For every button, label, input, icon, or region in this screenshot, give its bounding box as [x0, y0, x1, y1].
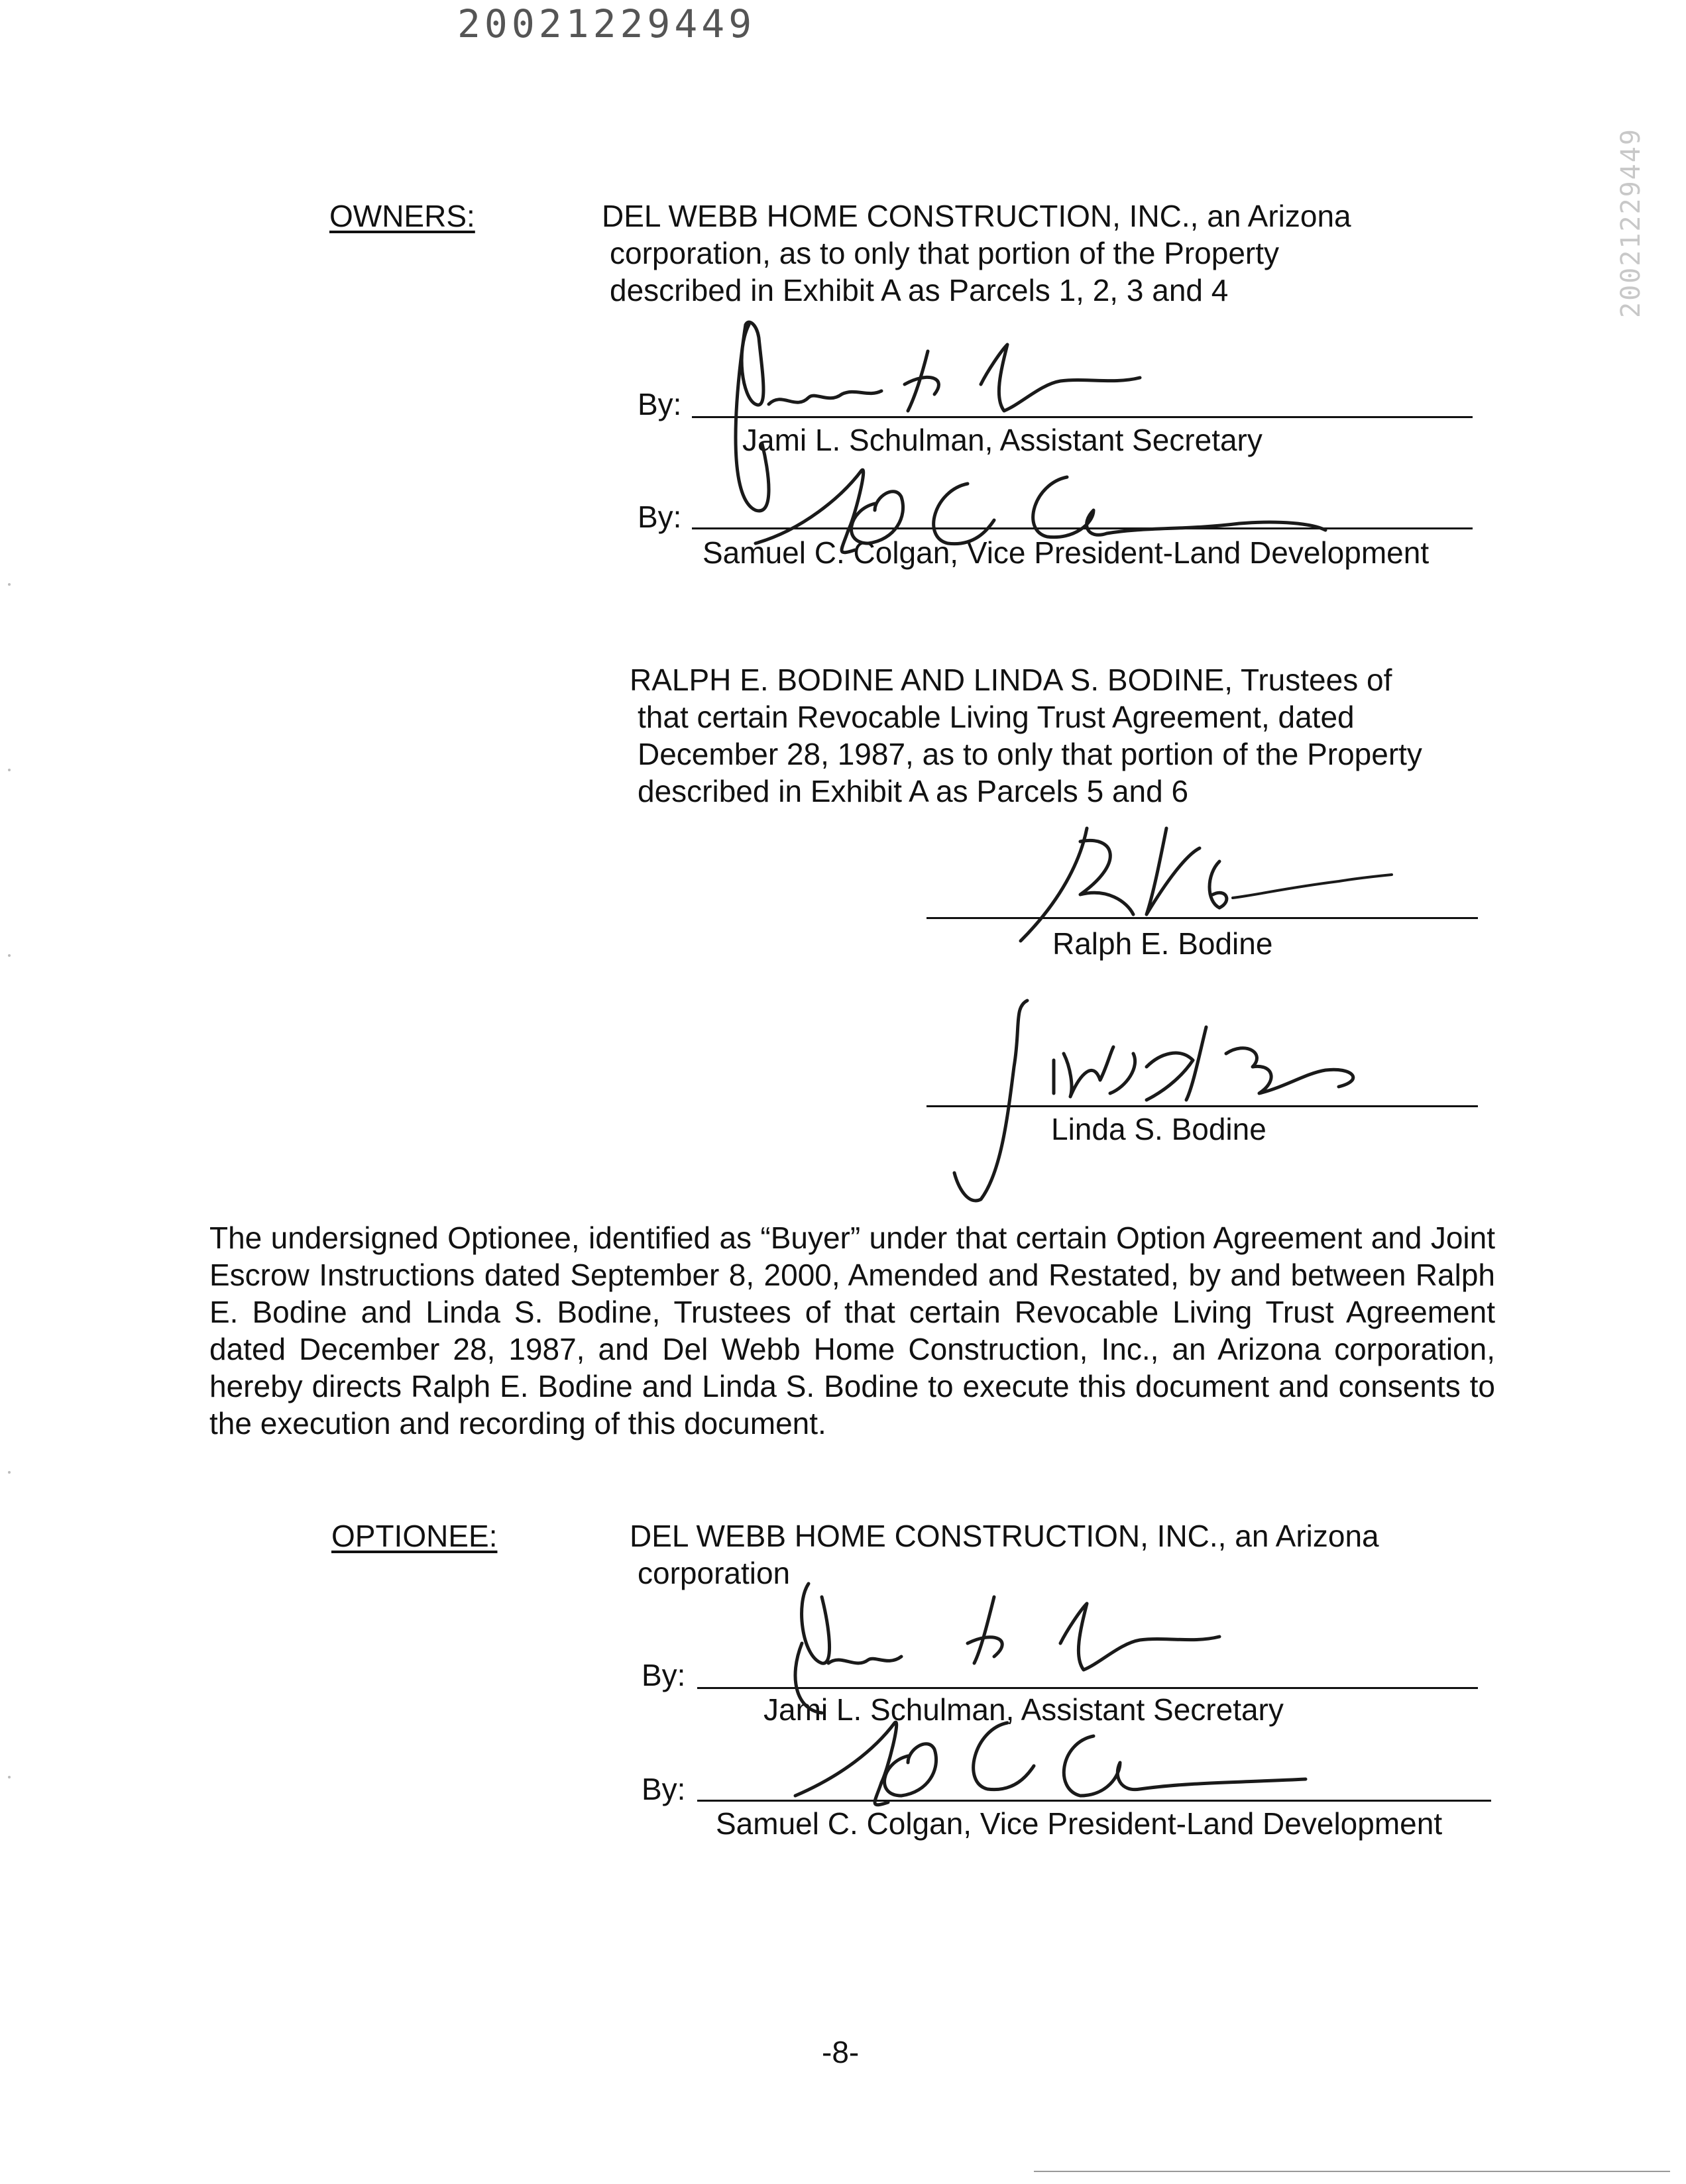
bottom-edge-line: [1034, 2171, 1670, 2172]
owners-entity-line3: described in Exhibit A as Parcels 1, 2, 3 and 4: [610, 273, 1229, 307]
optionee-label: OPTIONEE:: [331, 1519, 498, 1553]
trustee-signature-ralph: [1007, 802, 1405, 954]
scan-artifact: [8, 769, 11, 771]
optionee-signer-1: Jami L. Schulman, Assistant Secretary: [763, 1692, 1284, 1727]
page-number: -8-: [822, 2035, 860, 2069]
trustees-line4: described in Exhibit A as Parcels 5 and 6: [638, 774, 1189, 808]
owners-by-label-1: By:: [638, 387, 682, 421]
scan-artifact: [8, 954, 11, 957]
trustee-signature-linda: [928, 987, 1432, 1213]
owners-entity-line1: DEL WEBB HOME CONSTRUCTION, INC., an Arizona: [602, 199, 1351, 233]
optionee-signer-2: Samuel C. Colgan, Vice President-Land Development: [716, 1806, 1443, 1841]
trustees-line2: that certain Revocable Living Trust Agreement, dated: [638, 700, 1355, 734]
optionee-entity-line2: corporation: [638, 1556, 791, 1590]
owners-label: OWNERS:: [329, 199, 475, 233]
optionee-entity-line1: DEL WEBB HOME CONSTRUCTION, INC., an Arizona: [630, 1519, 1379, 1553]
document-number: 20021229449: [457, 1, 756, 46]
owners-signer-1: Jami L. Schulman, Assistant Secretary: [742, 423, 1263, 457]
trustee-signer-2: Linda S. Bodine: [1051, 1112, 1266, 1146]
consent-paragraph: The undersigned Optionee, identified as “Buyer” under that certain Option Agreement and Joint Escrow Instructions dated September 8, 2000, Amended and Restated, by and between Ralph E. Bodine and Linda S. Bodine, Trustees of that certain Revocable Living Trust Agreement dated December 28, 1987, and Del Webb Home Construction, Inc., an Arizona corporation, hereby directs Ralph E. Bodine and Linda S. Bodine to execute this document and consents to the execution and recording of this document.: [209, 1221, 1495, 1441]
owners-by-label-2: By:: [638, 500, 682, 534]
trustees-line1: RALPH E. BODINE AND LINDA S. BODINE, Trustees of: [630, 663, 1392, 697]
side-stamp: 20021229449: [1616, 128, 1646, 318]
trustees-line3: December 28, 1987, as to only that portion of the Property: [638, 737, 1422, 771]
optionee-signature-colgan: [789, 1696, 1332, 1822]
scan-artifact: [8, 1776, 11, 1778]
scan-artifact: [8, 583, 11, 586]
optionee-by-label-2: By:: [642, 1772, 686, 1806]
scan-artifact: [8, 1471, 11, 1474]
trustee-signer-1: Ralph E. Bodine: [1052, 926, 1273, 961]
owners-signature-colgan: [749, 457, 1332, 576]
owners-entity-line2: corporation, as to only that portion of the Property: [610, 236, 1280, 270]
owners-signer-2: Samuel C. Colgan, Vice President-Land Development: [702, 535, 1430, 570]
optionee-by-label-1: By:: [642, 1658, 686, 1692]
